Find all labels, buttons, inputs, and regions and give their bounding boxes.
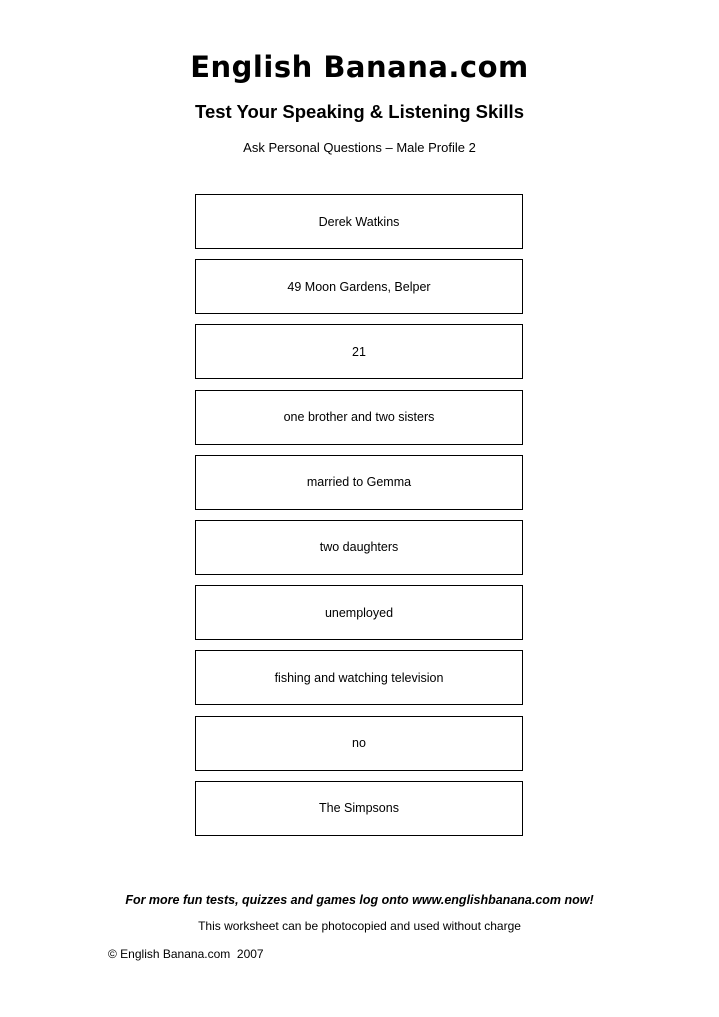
copyright-notice: © English Banana.com 2007 xyxy=(108,947,264,961)
answer-box-occupation: unemployed xyxy=(195,585,523,640)
promo-text: For more fun tests, quizzes and games log onto www.englishbanana.com now! xyxy=(125,893,594,907)
answer-list xyxy=(195,194,523,846)
photocopy-notice: This worksheet can be photocopied and used without charge xyxy=(198,919,521,933)
answer-box-hobbies: fishing and watching television xyxy=(195,650,523,705)
answer-box-children: two daughters xyxy=(195,520,523,575)
answer-box-name: Derek Watkins xyxy=(195,194,523,249)
answer-box-address: 49 Moon Gardens, Belper xyxy=(195,259,523,314)
page-title: Test Your Speaking & Listening Skills xyxy=(195,101,524,122)
page-subtitle: Ask Personal Questions – Male Profile 2 xyxy=(243,140,476,155)
site-logo: English Banana.com xyxy=(190,50,529,84)
answer-box-pets: no xyxy=(195,716,523,771)
answer-box-siblings: one brother and two sisters xyxy=(195,390,523,445)
answer-box-favourite-tv: The Simpsons xyxy=(195,781,523,836)
answer-box-marital-status: married to Gemma xyxy=(195,455,523,510)
answer-box-age: 21 xyxy=(195,324,523,379)
